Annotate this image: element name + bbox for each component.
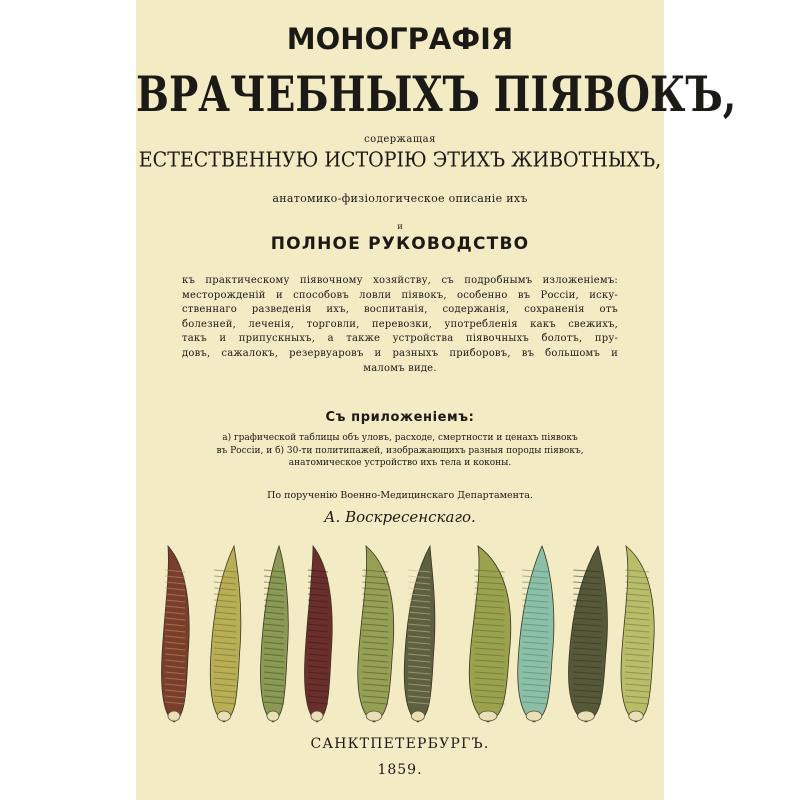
appendix-line: анатомическое устройство ихъ тела и коконы.	[288, 458, 512, 468]
description-paragraph	[182, 274, 618, 376]
description-line: маломъ виде.	[363, 362, 437, 374]
author-name: А. Воскресенскаго.	[324, 508, 476, 526]
subtitle-conjunction: и	[397, 222, 403, 231]
subtitle-line-3: анатомико-физіологическое описаніе ихъ	[272, 192, 528, 205]
book-cover	[136, 0, 737, 800]
appendix-line: въ Россіи, и б) 30-ти политипажей, изображающихъ разныя породы піявокъ,	[216, 445, 584, 456]
subtitle-line-4: ПОЛНОЕ РУКОВОДСТВО	[270, 234, 530, 254]
appendix-line: а) графической таблицы объ уловъ, расходе, смертности и ценахъ піявокъ	[222, 433, 578, 443]
leech-green-striped-icon	[261, 546, 289, 722]
description-line: месторожденій и способовъ ловли піявокъ, особенно въ Россіи, иску-	[182, 289, 618, 301]
leech-dark-spotted-icon	[404, 546, 435, 722]
publication-year: 1859.	[377, 762, 423, 778]
leech-green-banded-icon	[358, 546, 394, 722]
description-line: ственнаго разведенія ихъ, воспитанія, содержанія, сохраненія отъ	[182, 304, 618, 316]
description-line: болезней, леченія, торговли, перевозки, употребленія какъ свежихъ,	[182, 318, 618, 330]
title-line-2: ВРАЧЕБНЫХЪ ПІЯВОКЪ,	[136, 66, 737, 124]
leech-brown-spotted-icon	[162, 546, 190, 722]
leech-turquoise-icon	[518, 546, 554, 722]
description-line: довъ, сажалокъ, резервуаровъ и разныхъ приборовъ, въ большомъ и	[182, 347, 618, 359]
subtitle-line-1: содержащая	[364, 134, 436, 145]
leech-olive-yellow-icon	[210, 546, 241, 722]
description-line: къ практическому піявочному хозяйству, съ подробнымъ изложеніемъ:	[182, 275, 618, 286]
appendix-paragraph	[182, 432, 618, 470]
leech-dark-olive-icon	[569, 546, 608, 722]
subtitle-line-2: ЕСТЕСТВЕННУЮ ИСТОРІЮ ЭТИХЪ ЖИВОТНЫХЪ,	[138, 148, 662, 173]
leech-olive-large-icon	[469, 546, 511, 722]
description-line: такъ и припускныхъ, а также устройства піявочныхъ болотъ, пру-	[182, 333, 618, 345]
leech-illustration	[136, 540, 664, 732]
leech-maroon-icon	[305, 546, 333, 722]
appendix-heading: Съ приложеніемъ:	[325, 410, 475, 425]
publication-city: САНКТПЕТЕРБУРГЪ.	[310, 736, 490, 752]
commission-line: По порученію Военно-Медицинскаго Департамента.	[267, 490, 533, 501]
leech-yellow-green-icon	[621, 546, 654, 722]
title-line-1: МОНОГРАФІЯ	[286, 22, 514, 56]
